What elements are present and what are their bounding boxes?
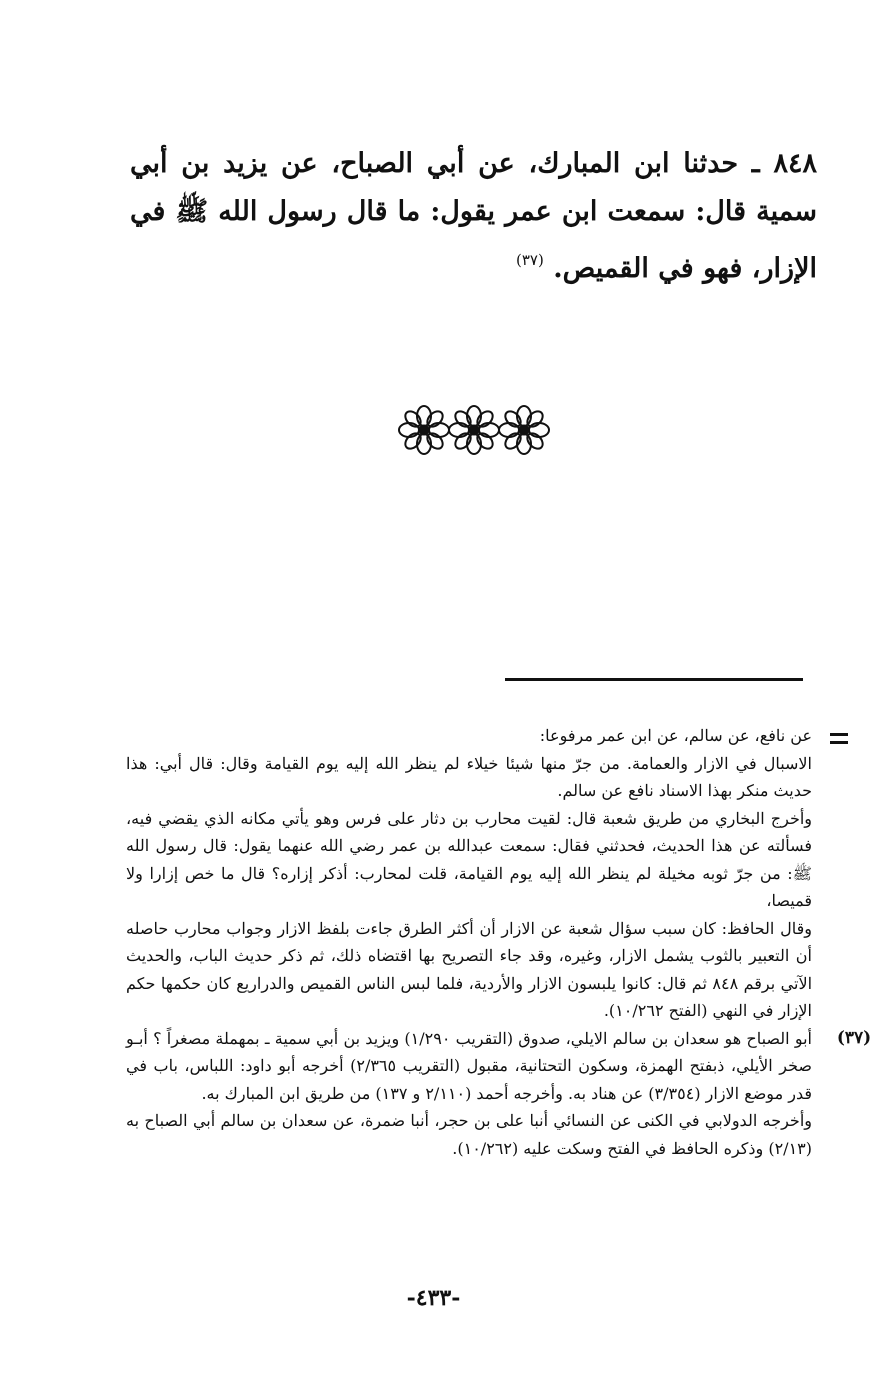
note-paragraph: وقال الحافظ: كان سبب سؤال شعبة عن الازار أن أكثر الطرق جاءت بلفظ الازار وجواب محارب حاصله أن التعبير بالثوب يشمل الازار، وغيره، وقد جاء التصريح بها اقتضاه ذلك، ثم ذكر حديث الباب، والحديث الآتي برقم ٨٤٨ ثم قال: كانوا يلبسون الازار والأردية، فلما لبس الناس القميص والدراريع كان حكمها حكم الإزار في النهي (الفتح ١٠/٢٦٢). [126,918,813,1020]
note-paragraph: وأخرج البخاري من طريق شعبة قال: لقيت محارب بن دثار على فرس وهو يأتي مكانه الذي يقضي فيه، فسألته عن هذا الحديث، فحدثني فقال: سمعت عبدالله بن عمر رضي الله عنهما يقول: قال رسول الله ﷺ: من جرّ ثوبه مخيلة لم ينظر الله إليه يوم القيامة، قلت لمحارب: أذكر إزاره؟ قال ما خص إزارا ولا قميصا، [126,808,812,910]
continued-note [126,722,812,1025]
footnote-paragraph: أبو الصباح هو سعدان بن سالم الايلي، صدوق (التقريب ١/٢٩٠) ويزيد بن أبي سمية ـ بمهملة مصغراً ؟ أبـو صخر الأيلي، ذبفتح الهمزة، وسكون التحتانية، مقبول (التقريب ٢/٣٦٥) أخرجه أبو داود: اللباس، باب في قدر موضع الازار (٣/٣٥٤) عن هناد به. وأخرجه أحمد (٢/١١٠ و ١٣٧) من طريق ابن المبارك به. [126,1028,812,1103]
footnote-marker: (٣٧) [836,1027,872,1048]
hadith-text-block [130,140,817,293]
hadith-text: ٨٤٨ ـ حدثنا ابن المبارك، عن أبي الصباح، عن يزيد بن أبي سمية قال: سمعت ابن عمر يقول: ما قال رسول الله ﷺ في الإزار، فهو في القميص. [130,148,817,284]
note-paragraph: الاسبال في الازار والعمامة. من جرّ منها شيئا خيلاء لم ينظر الله إليه يوم القيامة وقال: قال أبي: هذا حديث منكر بهذا الاسناد نافع عن سالم. [126,753,812,800]
continuation-marker-icon [830,733,848,744]
flower-ornament-icon [396,398,552,462]
footnotes-section [126,722,872,1162]
footnote-37 [126,1025,872,1163]
note-paragraph: عن نافع، عن سالم، عن ابن عمر مرفوعا: [539,726,812,745]
footnote-paragraph: وأخرجه الدولابي في الكنى عن النسائي أنبا على بن حجر، أنبا ضمرة، عن سعدان بن سالم أبي الصباح به (٢/١٣) وذكره الحافظ في الفتح وسكت عليه (١٠/٢٦٢). [126,1111,812,1158]
page-number: -٤٣٣- [406,1285,461,1311]
footnote-divider [505,678,803,681]
footnote-reference: (٣٧) [516,251,544,269]
